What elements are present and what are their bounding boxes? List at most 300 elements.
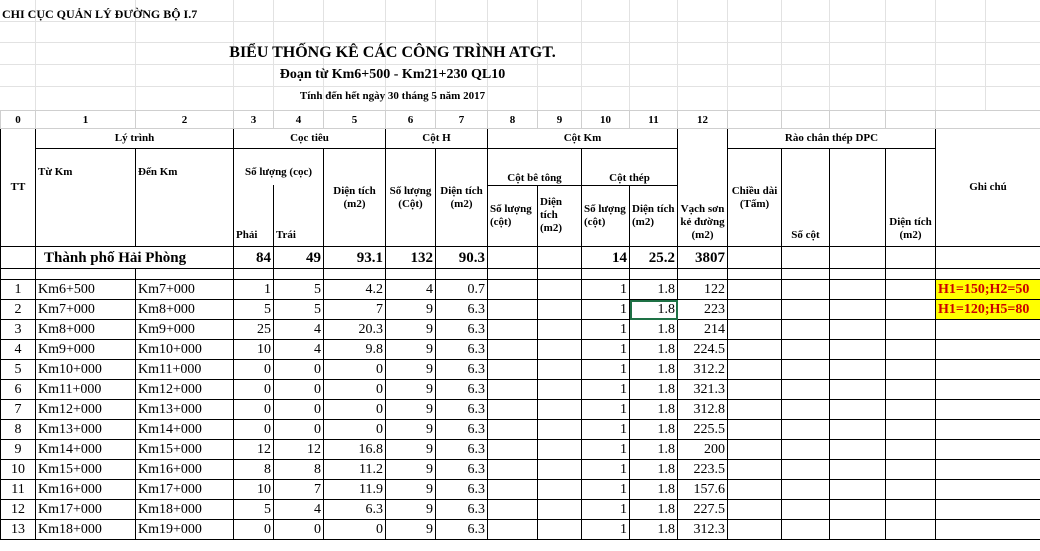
- cell[interactable]: [830, 520, 886, 540]
- row-cot-h-dien-tich[interactable]: 6.3: [436, 360, 488, 380]
- row-den-km[interactable]: Km17+000: [136, 480, 234, 500]
- cell[interactable]: [538, 380, 582, 400]
- row-thep-so-luong[interactable]: 1: [582, 280, 630, 300]
- col-number[interactable]: 2: [136, 111, 234, 129]
- row-tu-km[interactable]: Km14+000: [36, 440, 136, 460]
- cell[interactable]: [36, 269, 136, 280]
- row-tt[interactable]: 9: [1, 440, 36, 460]
- cell[interactable]: [782, 420, 830, 440]
- cell[interactable]: [782, 280, 830, 300]
- header-cot-h[interactable]: Cột H: [386, 129, 488, 149]
- cell[interactable]: [488, 480, 538, 500]
- row-tt[interactable]: 8: [1, 420, 36, 440]
- row-thep-dien-tich[interactable]: 1.8: [630, 520, 678, 540]
- row-trai[interactable]: 7: [274, 480, 324, 500]
- total-dien-tich-coc[interactable]: 93.1: [324, 247, 386, 269]
- header-so-cot[interactable]: Số cột: [782, 149, 830, 247]
- cell[interactable]: [728, 280, 782, 300]
- row-ghi-chu[interactable]: [936, 400, 1040, 420]
- row-cot-h-so-luong[interactable]: 9: [386, 360, 436, 380]
- row-tt[interactable]: 7: [1, 400, 36, 420]
- header-cot-thep[interactable]: Cột thép: [582, 149, 678, 186]
- row-cot-h-dien-tich[interactable]: 6.3: [436, 520, 488, 540]
- row-dien-tich-coc[interactable]: 7: [324, 300, 386, 320]
- row-vach-son[interactable]: 312.3: [678, 520, 728, 540]
- row-cot-h-dien-tich[interactable]: 6.3: [436, 400, 488, 420]
- row-phai[interactable]: 0: [234, 360, 274, 380]
- cell[interactable]: [488, 460, 538, 480]
- row-tt[interactable]: 3: [1, 320, 36, 340]
- cell[interactable]: [386, 269, 436, 280]
- row-trai[interactable]: 4: [274, 500, 324, 520]
- header-ghi-chu[interactable]: Ghi chú: [936, 129, 1040, 247]
- row-tt[interactable]: 4: [1, 340, 36, 360]
- total-thep-dien-tich[interactable]: 25.2: [630, 247, 678, 269]
- row-cot-h-so-luong[interactable]: 9: [386, 320, 436, 340]
- cell[interactable]: [136, 269, 234, 280]
- row-phai[interactable]: 1: [234, 280, 274, 300]
- cell[interactable]: [538, 269, 582, 280]
- header-dien-tich-coc[interactable]: Diện tích (m2): [324, 149, 386, 247]
- cell[interactable]: [728, 340, 782, 360]
- row-cot-h-so-luong[interactable]: 9: [386, 460, 436, 480]
- header-phai[interactable]: Phải: [234, 185, 274, 247]
- col-number[interactable]: 9: [538, 111, 582, 129]
- cell[interactable]: [488, 340, 538, 360]
- row-vach-son[interactable]: 224.5: [678, 340, 728, 360]
- total-cell[interactable]: [728, 247, 782, 269]
- row-vach-son[interactable]: 227.5: [678, 500, 728, 520]
- col-number[interactable]: 1: [36, 111, 136, 129]
- row-ghi-chu[interactable]: H1=120;H5=80: [936, 300, 1040, 320]
- row-cot-h-so-luong[interactable]: 9: [386, 440, 436, 460]
- cell[interactable]: [488, 360, 538, 380]
- total-cell[interactable]: [488, 247, 538, 269]
- cell[interactable]: [538, 400, 582, 420]
- row-ghi-chu[interactable]: [936, 460, 1040, 480]
- row-tu-km[interactable]: Km9+000: [36, 340, 136, 360]
- cell[interactable]: [274, 269, 324, 280]
- row-den-km[interactable]: Km11+000: [136, 360, 234, 380]
- header-chieu-dai[interactable]: Chiều dài (Tấm): [728, 149, 782, 247]
- header-rao-chan[interactable]: Rào chắn thép DPC: [728, 129, 936, 149]
- row-tt[interactable]: 5: [1, 360, 36, 380]
- row-dien-tich-coc[interactable]: 11.9: [324, 480, 386, 500]
- cell[interactable]: [830, 340, 886, 360]
- total-vach-son[interactable]: 3807: [678, 247, 728, 269]
- row-vach-son[interactable]: 214: [678, 320, 728, 340]
- col-number[interactable]: 7: [436, 111, 488, 129]
- cell[interactable]: [830, 440, 886, 460]
- row-thep-so-luong[interactable]: 1: [582, 480, 630, 500]
- row-thep-dien-tich[interactable]: 1.8: [630, 440, 678, 460]
- row-ghi-chu[interactable]: [936, 360, 1040, 380]
- row-thep-so-luong[interactable]: 1: [582, 520, 630, 540]
- row-tt[interactable]: 13: [1, 520, 36, 540]
- cell[interactable]: [830, 269, 886, 280]
- row-cot-h-dien-tich[interactable]: 6.3: [436, 420, 488, 440]
- row-vach-son[interactable]: 200: [678, 440, 728, 460]
- row-thep-so-luong[interactable]: 1: [582, 360, 630, 380]
- cell[interactable]: [728, 360, 782, 380]
- row-phai[interactable]: 0: [234, 400, 274, 420]
- row-trai[interactable]: 8: [274, 460, 324, 480]
- cell[interactable]: [782, 400, 830, 420]
- row-trai[interactable]: 4: [274, 320, 324, 340]
- cell[interactable]: [886, 400, 936, 420]
- row-den-km[interactable]: Km9+000: [136, 320, 234, 340]
- row-thep-so-luong[interactable]: 1: [582, 400, 630, 420]
- row-tu-km[interactable]: Km17+000: [36, 500, 136, 520]
- cell[interactable]: [782, 500, 830, 520]
- cell[interactable]: [886, 520, 936, 540]
- total-thep-so-luong[interactable]: 14: [582, 247, 630, 269]
- row-tt[interactable]: 10: [1, 460, 36, 480]
- row-den-km[interactable]: Km12+000: [136, 380, 234, 400]
- cell[interactable]: [830, 360, 886, 380]
- cell[interactable]: [728, 380, 782, 400]
- row-thep-dien-tich[interactable]: 1.8: [630, 360, 678, 380]
- row-dien-tich-coc[interactable]: 16.8: [324, 440, 386, 460]
- cell[interactable]: [830, 480, 886, 500]
- cell[interactable]: [886, 269, 936, 280]
- row-thep-dien-tich[interactable]: 1.8: [630, 300, 678, 320]
- header-vach-son[interactable]: Vạch sơn kẻ đường (m2): [678, 129, 728, 247]
- header-coc-tieu[interactable]: Cọc tiêu: [234, 129, 386, 149]
- row-tt[interactable]: 11: [1, 480, 36, 500]
- row-trai[interactable]: 5: [274, 280, 324, 300]
- row-thep-dien-tich[interactable]: 1.8: [630, 340, 678, 360]
- cell[interactable]: [782, 300, 830, 320]
- cell[interactable]: [538, 340, 582, 360]
- cell[interactable]: [728, 320, 782, 340]
- total-cell[interactable]: [538, 247, 582, 269]
- cell[interactable]: [830, 400, 886, 420]
- row-dien-tich-coc[interactable]: 0: [324, 520, 386, 540]
- row-vach-son[interactable]: 312.8: [678, 400, 728, 420]
- row-thep-so-luong[interactable]: 1: [582, 460, 630, 480]
- row-phai[interactable]: 0: [234, 380, 274, 400]
- row-phai[interactable]: 10: [234, 340, 274, 360]
- row-thep-dien-tich[interactable]: 1.8: [630, 420, 678, 440]
- header-tt[interactable]: TT: [1, 129, 36, 247]
- cell[interactable]: [488, 400, 538, 420]
- cell[interactable]: [782, 320, 830, 340]
- row-tt[interactable]: 6: [1, 380, 36, 400]
- row-tu-km[interactable]: Km6+500: [36, 280, 136, 300]
- row-den-km[interactable]: Km13+000: [136, 400, 234, 420]
- row-cot-h-dien-tich[interactable]: 6.3: [436, 380, 488, 400]
- cell[interactable]: [582, 269, 630, 280]
- row-thep-so-luong[interactable]: 1: [582, 320, 630, 340]
- row-cot-h-dien-tich[interactable]: 6.3: [436, 340, 488, 360]
- row-thep-so-luong[interactable]: 1: [582, 340, 630, 360]
- cell[interactable]: [886, 500, 936, 520]
- cell[interactable]: [538, 420, 582, 440]
- cell[interactable]: [886, 460, 936, 480]
- cell[interactable]: [488, 300, 538, 320]
- row-phai[interactable]: 5: [234, 300, 274, 320]
- cell[interactable]: [538, 300, 582, 320]
- cell[interactable]: [488, 420, 538, 440]
- row-vach-son[interactable]: 225.5: [678, 420, 728, 440]
- row-trai[interactable]: 12: [274, 440, 324, 460]
- cell[interactable]: [630, 269, 678, 280]
- row-cot-h-dien-tich[interactable]: 6.3: [436, 500, 488, 520]
- row-trai[interactable]: 0: [274, 360, 324, 380]
- cell[interactable]: [728, 300, 782, 320]
- row-thep-dien-tich[interactable]: 1.8: [630, 500, 678, 520]
- row-thep-dien-tich[interactable]: 1.8: [630, 280, 678, 300]
- row-trai[interactable]: 0: [274, 380, 324, 400]
- row-tu-km[interactable]: Km8+000: [36, 320, 136, 340]
- total-phai[interactable]: 84: [234, 247, 274, 269]
- header-ly-trinh[interactable]: Lý trình: [36, 129, 234, 149]
- cell[interactable]: [830, 280, 886, 300]
- row-ghi-chu[interactable]: [936, 320, 1040, 340]
- row-trai[interactable]: 0: [274, 520, 324, 540]
- cell[interactable]: [728, 480, 782, 500]
- col-number[interactable]: 3: [234, 111, 274, 129]
- cell[interactable]: [886, 380, 936, 400]
- cell[interactable]: [886, 300, 936, 320]
- total-cell[interactable]: [886, 247, 936, 269]
- row-cot-h-so-luong[interactable]: 9: [386, 420, 436, 440]
- row-phai[interactable]: 0: [234, 520, 274, 540]
- row-dien-tich-coc[interactable]: 20.3: [324, 320, 386, 340]
- total-name[interactable]: Thành phố Hải Phòng: [36, 247, 234, 269]
- total-trai[interactable]: 49: [274, 247, 324, 269]
- row-tu-km[interactable]: Km18+000: [36, 520, 136, 540]
- row-den-km[interactable]: Km15+000: [136, 440, 234, 460]
- cell[interactable]: [1, 269, 36, 280]
- cell[interactable]: [782, 360, 830, 380]
- cell[interactable]: [886, 440, 936, 460]
- row-den-km[interactable]: Km14+000: [136, 420, 234, 440]
- cell[interactable]: [538, 480, 582, 500]
- row-tu-km[interactable]: Km11+000: [36, 380, 136, 400]
- row-trai[interactable]: 4: [274, 340, 324, 360]
- cell[interactable]: [830, 500, 886, 520]
- header-cot-be-tong[interactable]: Cột bê tông: [488, 149, 582, 186]
- col-number[interactable]: 5: [324, 111, 386, 129]
- row-phai[interactable]: 25: [234, 320, 274, 340]
- cell[interactable]: [830, 300, 886, 320]
- row-cot-h-dien-tich[interactable]: 6.3: [436, 480, 488, 500]
- cell[interactable]: [488, 320, 538, 340]
- row-dien-tich-coc[interactable]: 0: [324, 360, 386, 380]
- row-den-km[interactable]: Km7+000: [136, 280, 234, 300]
- header-dien-tich-cot-h[interactable]: Diện tích (m2): [436, 149, 488, 247]
- cell[interactable]: [538, 320, 582, 340]
- row-phai[interactable]: 8: [234, 460, 274, 480]
- cell[interactable]: [782, 269, 830, 280]
- cell[interactable]: [782, 340, 830, 360]
- cell[interactable]: [830, 420, 886, 440]
- header-so-luong-bt[interactable]: Số lượng (cột): [488, 185, 538, 247]
- cell[interactable]: [886, 420, 936, 440]
- row-den-km[interactable]: Km19+000: [136, 520, 234, 540]
- header-so-luong-thep[interactable]: Số lượng (cột): [582, 185, 630, 247]
- row-den-km[interactable]: Km16+000: [136, 460, 234, 480]
- cell[interactable]: [782, 460, 830, 480]
- row-cot-h-so-luong[interactable]: 9: [386, 500, 436, 520]
- row-ghi-chu[interactable]: [936, 420, 1040, 440]
- row-den-km[interactable]: Km8+000: [136, 300, 234, 320]
- row-thep-dien-tich[interactable]: 1.8: [630, 480, 678, 500]
- cell[interactable]: [488, 440, 538, 460]
- row-cot-h-so-luong[interactable]: 9: [386, 300, 436, 320]
- col-number[interactable]: 0: [1, 111, 36, 129]
- row-cot-h-dien-tich[interactable]: 6.3: [436, 320, 488, 340]
- col-number[interactable]: 4: [274, 111, 324, 129]
- header-dien-tich-rao[interactable]: Diện tích (m2): [886, 149, 936, 247]
- col-number[interactable]: 11: [630, 111, 678, 129]
- col-number[interactable]: [886, 111, 936, 129]
- row-dien-tich-coc[interactable]: 0: [324, 380, 386, 400]
- col-number[interactable]: 10: [582, 111, 630, 129]
- header-cot-km[interactable]: Cột Km: [488, 129, 678, 149]
- row-tu-km[interactable]: Km15+000: [36, 460, 136, 480]
- cell[interactable]: [436, 269, 488, 280]
- total-cell[interactable]: [1, 247, 36, 269]
- row-dien-tich-coc[interactable]: 11.2: [324, 460, 386, 480]
- total-cot-h-dien-tich[interactable]: 90.3: [436, 247, 488, 269]
- row-tt[interactable]: 1: [1, 280, 36, 300]
- row-phai[interactable]: 10: [234, 480, 274, 500]
- row-ghi-chu[interactable]: [936, 500, 1040, 520]
- row-dien-tich-coc[interactable]: 4.2: [324, 280, 386, 300]
- col-number[interactable]: [782, 111, 830, 129]
- row-cot-h-so-luong[interactable]: 4: [386, 280, 436, 300]
- row-vach-son[interactable]: 312.2: [678, 360, 728, 380]
- col-number[interactable]: 12: [678, 111, 728, 129]
- row-thep-dien-tich[interactable]: 1.8: [630, 400, 678, 420]
- row-thep-dien-tich[interactable]: 1.8: [630, 320, 678, 340]
- total-cell[interactable]: [782, 247, 830, 269]
- cell[interactable]: [488, 380, 538, 400]
- header-trai[interactable]: Trái: [274, 185, 324, 247]
- row-cot-h-dien-tich[interactable]: 6.3: [436, 300, 488, 320]
- cell[interactable]: [886, 360, 936, 380]
- row-trai[interactable]: 0: [274, 400, 324, 420]
- cell[interactable]: [886, 480, 936, 500]
- row-thep-so-luong[interactable]: 1: [582, 440, 630, 460]
- cell[interactable]: [886, 280, 936, 300]
- cell[interactable]: [728, 400, 782, 420]
- row-cot-h-so-luong[interactable]: 9: [386, 520, 436, 540]
- row-tu-km[interactable]: Km7+000: [36, 300, 136, 320]
- row-vach-son[interactable]: 157.6: [678, 480, 728, 500]
- row-dien-tich-coc[interactable]: 0: [324, 420, 386, 440]
- total-cell[interactable]: [830, 247, 886, 269]
- row-trai[interactable]: 0: [274, 420, 324, 440]
- cell[interactable]: [538, 500, 582, 520]
- row-thep-so-luong[interactable]: 1: [582, 380, 630, 400]
- row-tu-km[interactable]: Km13+000: [36, 420, 136, 440]
- row-cot-h-so-luong[interactable]: 9: [386, 400, 436, 420]
- cell[interactable]: [728, 420, 782, 440]
- row-ghi-chu[interactable]: H1=150;H2=50: [936, 280, 1040, 300]
- row-vach-son[interactable]: 122: [678, 280, 728, 300]
- row-den-km[interactable]: Km10+000: [136, 340, 234, 360]
- header-so-luong-cot-h[interactable]: Số lượng (Cột): [386, 149, 436, 247]
- col-number[interactable]: [936, 111, 1040, 129]
- row-thep-dien-tich[interactable]: 1.8: [630, 380, 678, 400]
- cell[interactable]: [324, 269, 386, 280]
- cell[interactable]: [488, 269, 538, 280]
- col-number[interactable]: [728, 111, 782, 129]
- cell[interactable]: [538, 460, 582, 480]
- total-cell[interactable]: [936, 247, 1040, 269]
- cell[interactable]: [488, 500, 538, 520]
- header-so-luong-coc[interactable]: Số lượng (cọc): [234, 149, 324, 186]
- row-dien-tich-coc[interactable]: 0: [324, 400, 386, 420]
- header-dien-tich-thep[interactable]: Diện tích (m2): [630, 185, 678, 247]
- row-tt[interactable]: 2: [1, 300, 36, 320]
- row-phai[interactable]: 12: [234, 440, 274, 460]
- cell[interactable]: [728, 460, 782, 480]
- row-dien-tich-coc[interactable]: 9.8: [324, 340, 386, 360]
- header-dien-tich-bt[interactable]: Diện tích (m2): [538, 185, 582, 247]
- cell[interactable]: [936, 269, 1040, 280]
- row-thep-so-luong[interactable]: 1: [582, 300, 630, 320]
- cell[interactable]: [538, 440, 582, 460]
- cell[interactable]: [488, 520, 538, 540]
- cell[interactable]: [678, 269, 728, 280]
- cell[interactable]: [782, 380, 830, 400]
- cell[interactable]: [488, 280, 538, 300]
- cell[interactable]: [728, 440, 782, 460]
- cell[interactable]: [782, 480, 830, 500]
- total-cot-h-so-luong[interactable]: 132: [386, 247, 436, 269]
- row-cot-h-so-luong[interactable]: 9: [386, 480, 436, 500]
- row-vach-son[interactable]: 321.3: [678, 380, 728, 400]
- row-dien-tich-coc[interactable]: 6.3: [324, 500, 386, 520]
- cell[interactable]: [538, 360, 582, 380]
- row-ghi-chu[interactable]: [936, 440, 1040, 460]
- header-blank[interactable]: [830, 149, 886, 247]
- row-cot-h-dien-tich[interactable]: 6.3: [436, 440, 488, 460]
- row-vach-son[interactable]: 223: [678, 300, 728, 320]
- header-den-km[interactable]: Đến Km: [136, 149, 234, 247]
- row-thep-dien-tich[interactable]: 1.8: [630, 460, 678, 480]
- row-tu-km[interactable]: Km16+000: [36, 480, 136, 500]
- col-number[interactable]: [830, 111, 886, 129]
- cell[interactable]: [830, 320, 886, 340]
- cell[interactable]: [538, 520, 582, 540]
- cell[interactable]: [538, 280, 582, 300]
- row-cot-h-dien-tich[interactable]: 0.7: [436, 280, 488, 300]
- cell[interactable]: [886, 320, 936, 340]
- cell[interactable]: [830, 380, 886, 400]
- cell[interactable]: [728, 269, 782, 280]
- row-cot-h-so-luong[interactable]: 9: [386, 340, 436, 360]
- row-den-km[interactable]: Km18+000: [136, 500, 234, 520]
- row-ghi-chu[interactable]: [936, 340, 1040, 360]
- col-number[interactable]: 8: [488, 111, 538, 129]
- row-thep-so-luong[interactable]: 1: [582, 500, 630, 520]
- row-tu-km[interactable]: Km12+000: [36, 400, 136, 420]
- cell[interactable]: [728, 520, 782, 540]
- row-phai[interactable]: 5: [234, 500, 274, 520]
- row-ghi-chu[interactable]: [936, 380, 1040, 400]
- row-cot-h-so-luong[interactable]: 9: [386, 380, 436, 400]
- row-trai[interactable]: 5: [274, 300, 324, 320]
- header-tu-km[interactable]: Từ Km: [36, 149, 136, 247]
- cell[interactable]: [234, 269, 274, 280]
- row-ghi-chu[interactable]: [936, 520, 1040, 540]
